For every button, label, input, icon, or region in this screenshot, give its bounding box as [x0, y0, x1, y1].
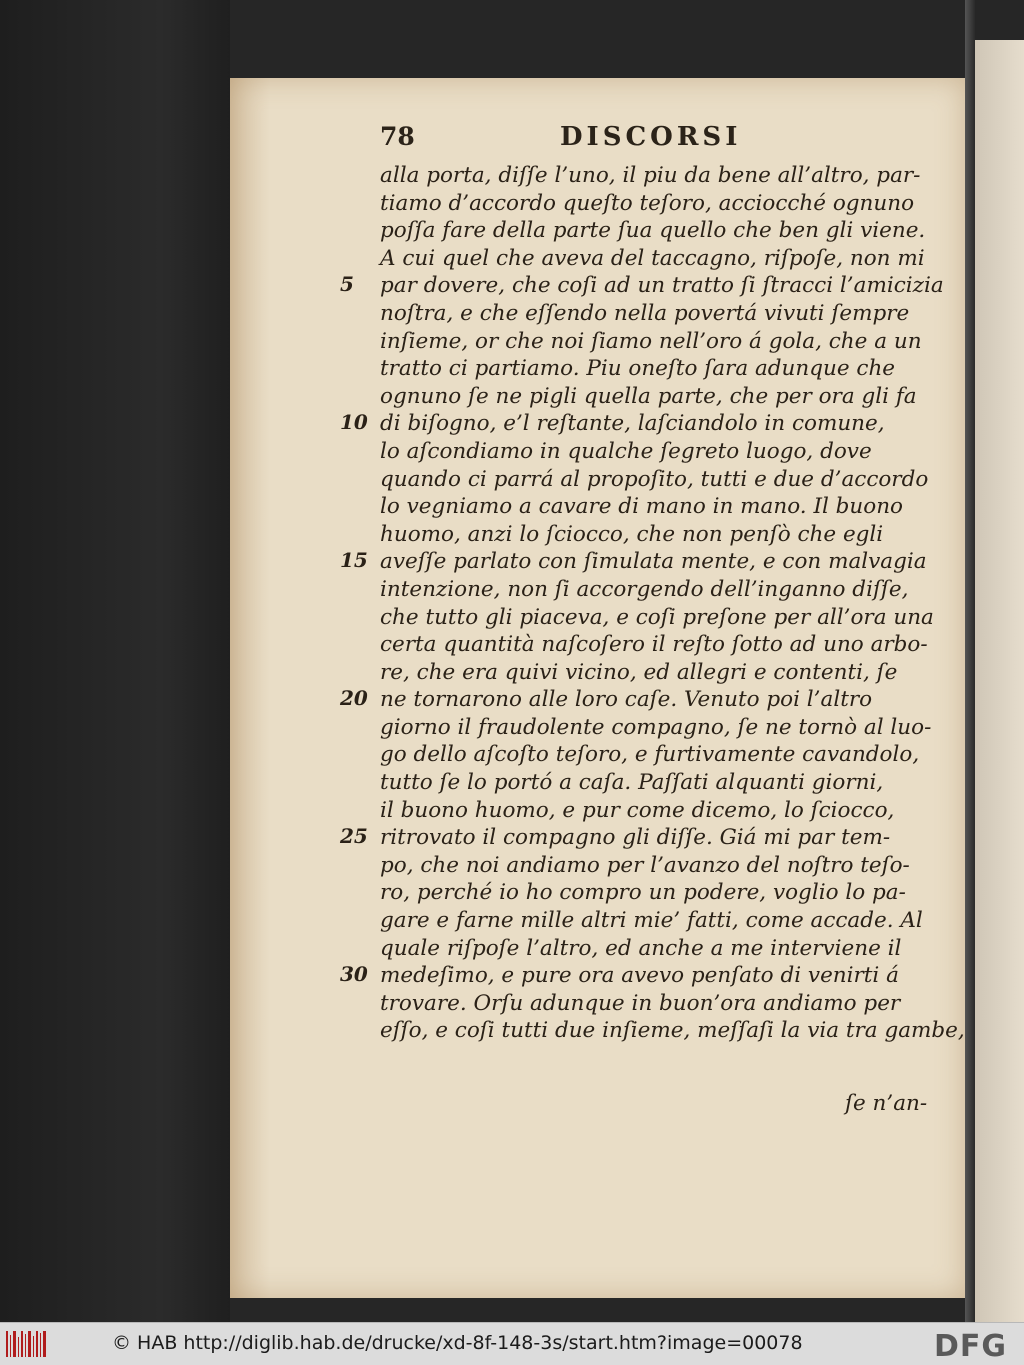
text-line: poſſa fare della parte ſua quello che ben gli viene.	[380, 218, 926, 244]
line-number: 5	[340, 272, 354, 297]
text-line: giorno il fraudolente compagno, ſe ne tornò al luo-	[380, 714, 932, 740]
catchword: ſe n’an-	[845, 1091, 928, 1116]
running-title: DISCORSI	[560, 122, 742, 152]
text-line: intenzione, non ſi accorgendo dell’inganno diſſe,	[380, 576, 909, 602]
text-line: eſſo, e coſi tutti due inſieme, meſſaſi la via tra gambe,	[380, 1018, 965, 1044]
text-line: A cui quel che aveva del taccagno, riſpoſe, non mi	[380, 245, 925, 271]
text-line: certa quantità naſcoſero il reſto ſotto ad uno arbo-	[380, 632, 928, 658]
text-line: lo vegniamo a cavare di mano in mano. Il buono	[380, 494, 904, 520]
text-line: ro, perché io ho compro un podere, voglio lo pa-	[380, 880, 906, 906]
line-number: 15	[340, 548, 368, 573]
facing-page-bleed	[975, 40, 1024, 1322]
text-line: aveſſe parlato con ſimulata mente, e con malvagia	[380, 549, 927, 575]
text-line: go dello aſcoſto teſoro, e furtivamente cavandolo,	[380, 742, 920, 768]
text-line: che tutto gli piaceva, e coſi preſone per all’ora una	[380, 604, 934, 630]
page-shadow	[230, 78, 270, 1298]
text-block	[380, 162, 965, 1045]
text-line: noſtra, e che eſſendo nella povertá vivuti ſempre	[380, 300, 910, 326]
book-page	[230, 78, 965, 1298]
text-line: inſieme, or che noi ſiamo nell’oro á gola, che a un	[380, 328, 922, 354]
line-number: 25	[340, 824, 368, 849]
page-number: 78	[380, 122, 415, 151]
text-line: par dovere, che coſi ad un tratto ſi ſtracci l’amicizia	[380, 273, 944, 299]
text-line: huomo, anzi lo ſciocco, che non penſò che egli	[380, 521, 884, 547]
line-number: 10	[340, 410, 368, 435]
text-line: alla porta, diſſe l’uno, il piu da bene all’altro, par-	[380, 163, 921, 188]
facing-page-edge	[975, 40, 1024, 1322]
book-gutter	[965, 0, 975, 1322]
page-header	[380, 122, 940, 156]
line-number: 20	[340, 686, 368, 711]
copyright-link[interactable]: © HAB http://diglib.hab.de/drucke/xd-8f-148-3s/start.htm?image=00078	[112, 1332, 803, 1354]
text-line: ne tornarono alle loro caſe. Venuto poi l’altro	[380, 687, 873, 713]
dark-background	[0, 0, 230, 1322]
text-line: medeſimo, e pure ora avevo penſato di venirti á	[380, 963, 899, 989]
text-line: ritrovato il compagno gli diſſe. Giá mi par tem-	[380, 825, 891, 851]
text-line: il buono huomo, e pur come dicemo, lo ſciocco,	[380, 797, 895, 823]
text-line: tutto ſe lo portó a caſa. Paſſati alquanti giorni,	[380, 770, 884, 796]
text-line: ognuno ſe ne pigli quella parte, che per ora gli fa	[380, 383, 917, 409]
text-line: lo aſcondiamo in qualche ſegreto luogo, dove	[380, 438, 872, 464]
text-line: trovare. Orſu adunque in buon’ora andiamo per	[380, 990, 901, 1016]
line-number: 30	[340, 962, 368, 987]
text-line: re, che era quivi vicino, ed allegri e contenti, ſe	[380, 659, 898, 685]
dfg-logo: DFG	[934, 1329, 1008, 1364]
text-line: gare e farne mille altri mie’ fatti, come accade. Al	[380, 908, 923, 934]
text-line: po, che noi andiamo per l’avanzo del noſtro teſo-	[380, 852, 910, 878]
viewer-footer	[0, 1322, 1024, 1365]
barcode-icon	[6, 1331, 46, 1357]
text-line: di biſogno, e’l reſtante, laſciandolo in comune,	[380, 411, 885, 437]
text-line: tiamo d’accordo queſto teſoro, acciocché ognuno	[380, 190, 915, 216]
text-line: quale riſpoſe l’altro, ed anche a me interviene il	[380, 935, 902, 961]
text-line: tratto ci partiamo. Piu oneſto ſara adunque che	[380, 356, 896, 382]
text-line: quando ci parrá al propoſito, tutti e due d’accordo	[380, 466, 929, 492]
